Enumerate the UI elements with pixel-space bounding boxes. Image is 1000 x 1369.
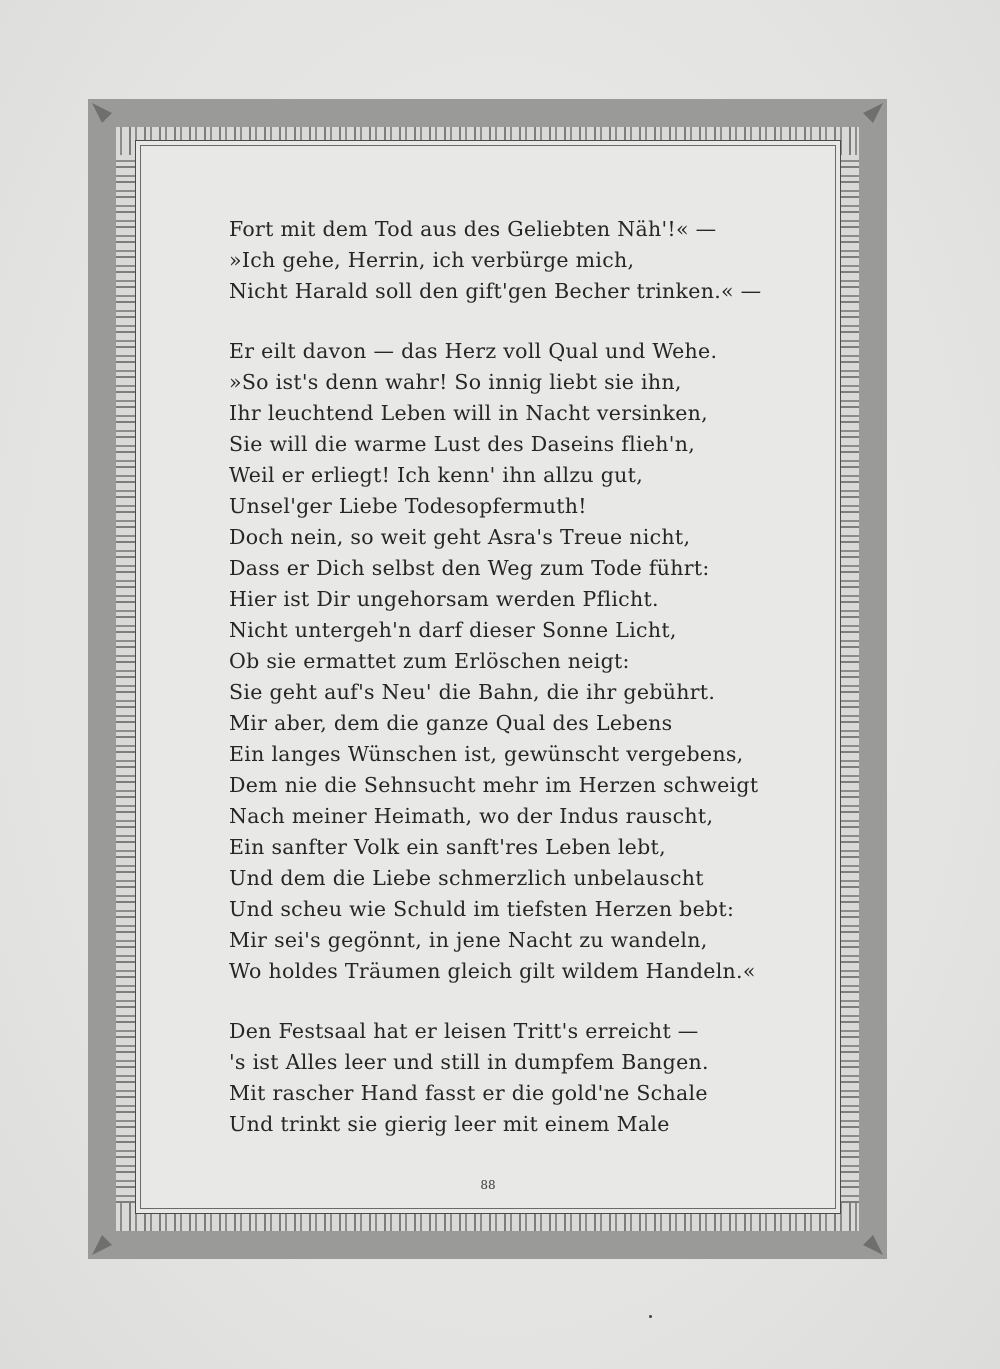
poem-line: Ein sanfter Volk ein sanft'res Leben lebt,	[229, 835, 666, 859]
poem-line: Sie geht auf's Neu' die Bahn, die ihr gebührt.	[229, 680, 716, 704]
poem-line: Doch nein, so weit geht Asra's Treue nicht,	[229, 525, 691, 549]
poem-line: Mir sei's gegönnt, in jene Nacht zu wandeln,	[229, 928, 708, 952]
poem-line: Sie will die warme Lust des Daseins flieh'n,	[229, 432, 696, 456]
poem-line: 's ist Alles leer und still in dumpfem Bangen.	[229, 1050, 709, 1074]
poem-line: Ob sie ermattet zum Erlöschen neigt:	[229, 649, 630, 673]
poem-line: Dass er Dich selbst den Weg zum Tode führt:	[229, 556, 710, 580]
stanza	[229, 336, 769, 987]
poem-line: Und dem die Liebe schmerzlich unbelauscht	[229, 866, 704, 890]
page-number: 88	[480, 1178, 496, 1192]
poem-line: Fort mit dem Tod aus des Geliebten Näh'!« —	[229, 217, 717, 241]
ink-speck	[649, 1315, 652, 1318]
poem-line: »Ich gehe, Herrin, ich verbürge mich,	[229, 248, 635, 272]
poem-line: Dem nie die Sehnsucht mehr im Herzen schweigt	[229, 773, 759, 797]
poem-line: Ein langes Wünschen ist, gewünscht vergebens,	[229, 742, 744, 766]
poem-line: Unsel'ger Liebe Todesopfermuth!	[229, 494, 587, 518]
poem-line: Wo holdes Träumen gleich gilt wildem Handeln.«	[229, 959, 756, 983]
poem-line: Ihr leuchtend Leben will in Nacht versinken,	[229, 401, 708, 425]
stanza	[229, 1016, 769, 1140]
poem-line: Mit rascher Hand fasst er die gold'ne Schale	[229, 1081, 708, 1105]
poem-line: Und trinkt sie gierig leer mit einem Male	[229, 1112, 670, 1136]
poem-line: Mir aber, dem die ganze Qual des Lebens	[229, 711, 673, 735]
poem-line: Den Festsaal hat er leisen Tritt's erreicht —	[229, 1019, 699, 1043]
poem-line: Nicht untergeh'n darf dieser Sonne Licht,	[229, 618, 677, 642]
poem-line: »So ist's denn wahr! So innig liebt sie ihn,	[229, 370, 682, 394]
poem-line: Er eilt davon — das Herz voll Qual und Wehe.	[229, 339, 718, 363]
poem-line: Und scheu wie Schuld im tiefsten Herzen bebt:	[229, 897, 735, 921]
poem-text	[229, 214, 769, 1169]
poem-line: Weil er erliegt! Ich kenn' ihn allzu gut,	[229, 463, 644, 487]
poem-line: Hier ist Dir ungehorsam werden Pflicht.	[229, 587, 659, 611]
stanza	[229, 214, 769, 307]
poem-line: Nach meiner Heimath, wo der Indus rauscht,	[229, 804, 714, 828]
poem-line: Nicht Harald soll den gift'gen Becher trinken.« —	[229, 279, 762, 303]
